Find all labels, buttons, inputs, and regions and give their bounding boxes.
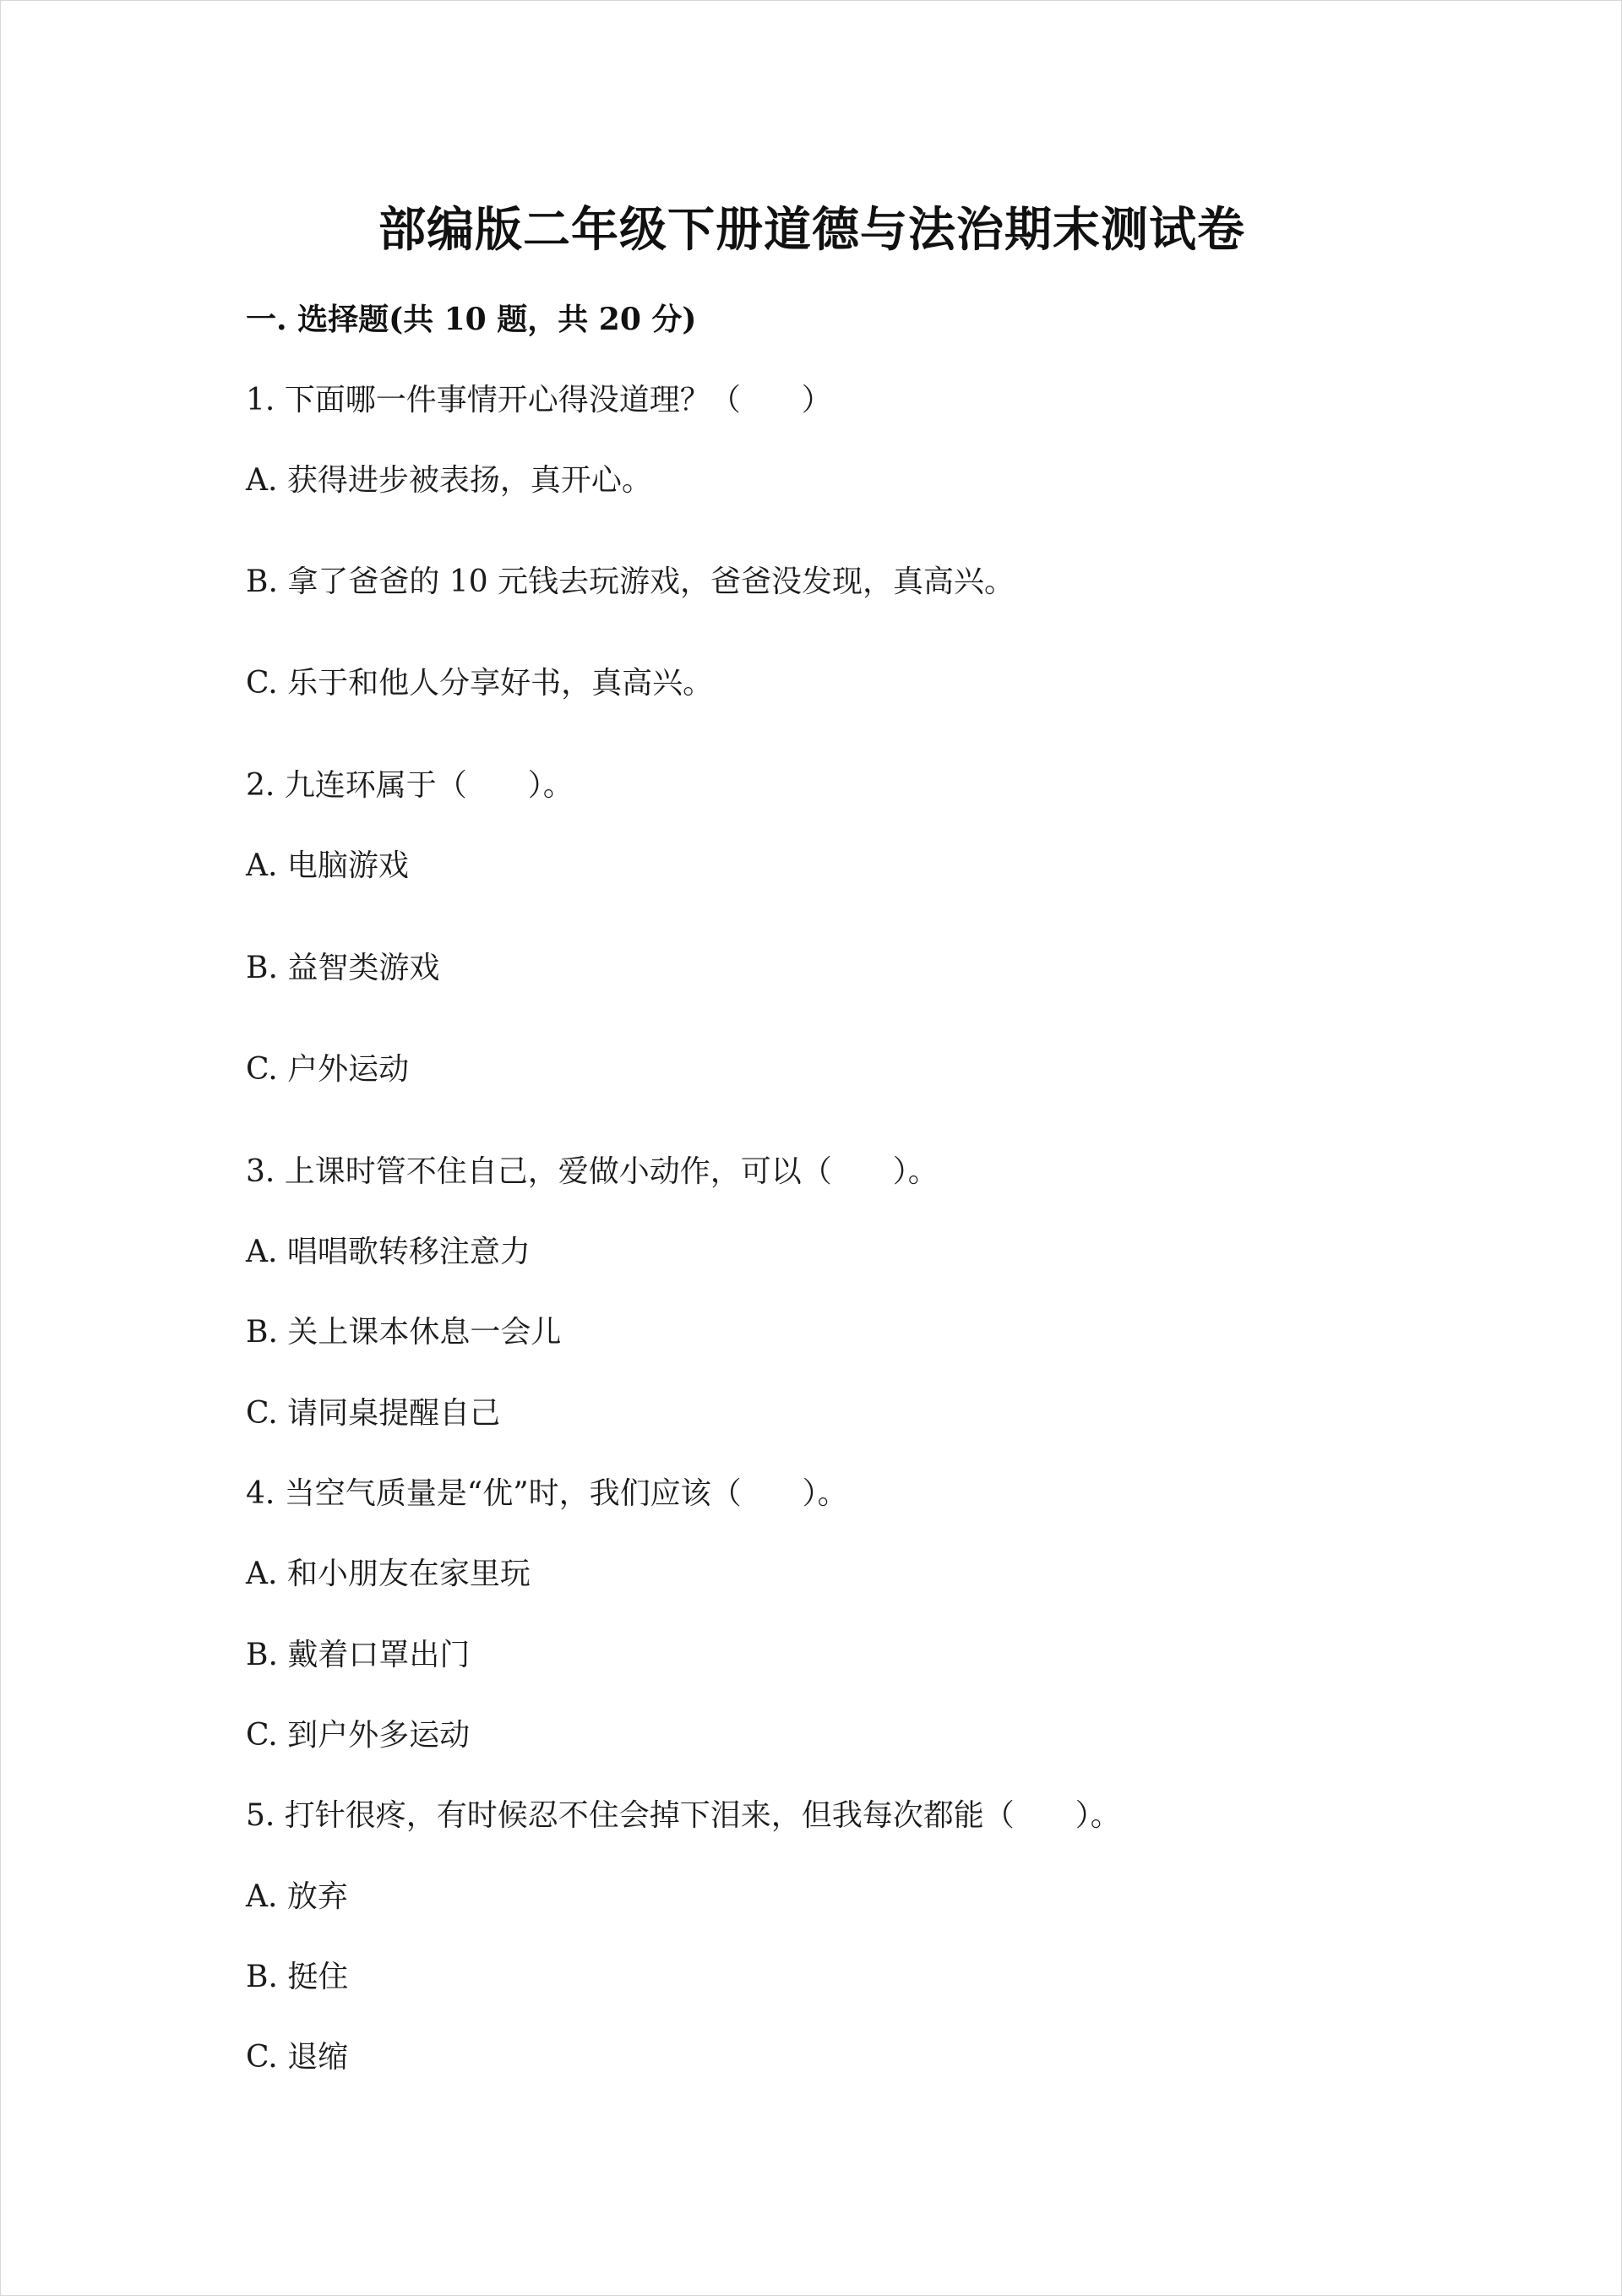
question-5-stem: 5. 打针很疼，有时候忍不住会掉下泪来，但我每次都能（ ）。	[246, 1798, 1121, 1833]
question-5-option-c: C. 退缩	[246, 2040, 349, 2075]
question-1-option-c: C. 乐于和他人分享好书，真高兴。	[246, 666, 714, 701]
question-2-stem: 2. 九连环属于（ ）。	[246, 768, 574, 803]
question-1-option-b: B. 拿了爸爸的 10 元钱去玩游戏，爸爸没发现，真高兴。	[246, 564, 1015, 599]
question-3-option-a: A. 唱唱歌转移注意力	[246, 1235, 531, 1269]
section-heading: 一. 选择题(共 10 题，共 20 分)	[246, 302, 697, 337]
question-3-option-b: B. 关上课本休息一会儿	[246, 1315, 562, 1350]
question-4-option-c: C. 到户外多运动	[246, 1718, 471, 1753]
question-4-option-b: B. 戴着口罩出门	[246, 1638, 471, 1672]
question-2-option-c: C. 户外运动	[246, 1052, 410, 1087]
question-1-stem: 1. 下面哪一件事情开心得没道理？（ ）	[246, 383, 832, 417]
document-title: 部编版二年级下册道德与法治期末测试卷	[378, 202, 1245, 258]
question-4-option-a: A. 和小朋友在家里玩	[246, 1557, 531, 1591]
question-1-option-a: A. 获得进步被表扬，真开心。	[246, 463, 652, 498]
question-2-option-a: A. 电脑游戏	[246, 848, 409, 883]
question-3-option-c: C. 请同桌提醒自己	[246, 1396, 501, 1431]
question-5-option-a: A. 放弃	[246, 1879, 348, 1914]
question-4-stem: 4. 当空气质量是“优”时，我们应该（ ）。	[246, 1476, 848, 1511]
question-2-option-b: B. 益智类游戏	[246, 951, 440, 985]
question-5-option-b: B. 挺住	[246, 1960, 349, 1994]
question-3-stem: 3. 上课时管不住自己，爱做小动作，可以（ ）。	[246, 1154, 939, 1189]
